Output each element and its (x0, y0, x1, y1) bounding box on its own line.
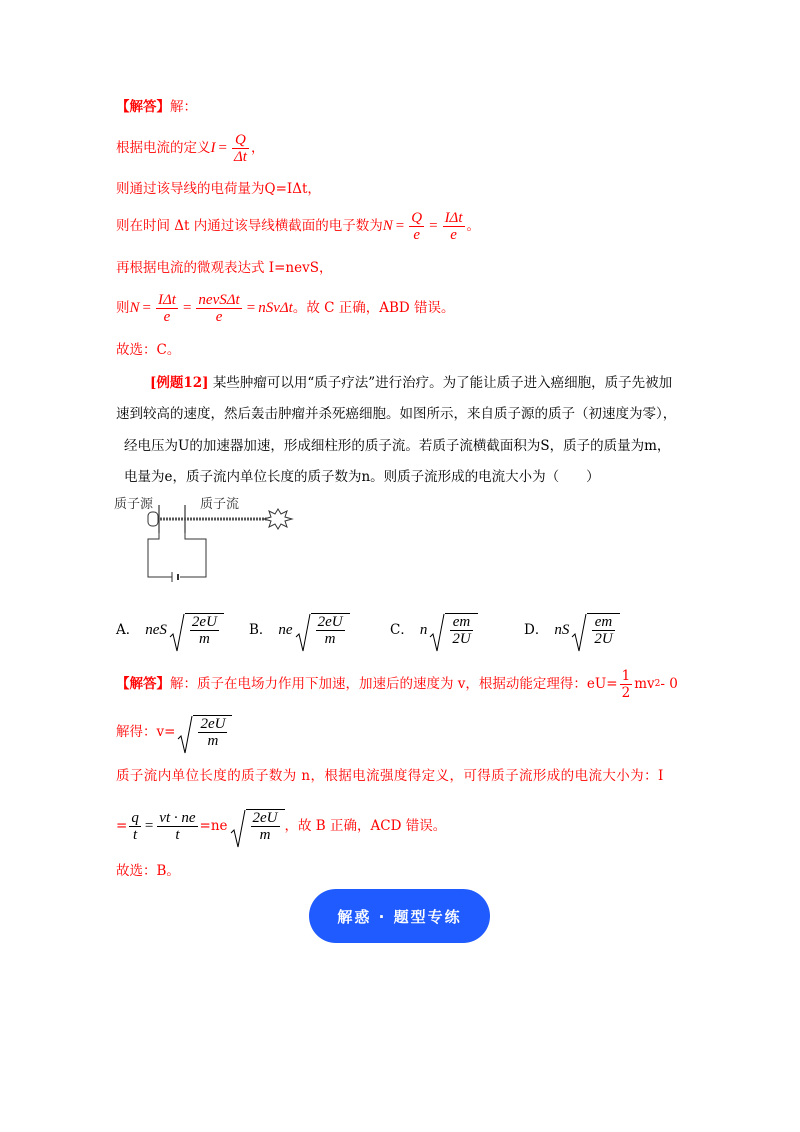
example-line-3: 经电压为U的加速器加速，形成细柱形的质子流。若质子流横截面积为S，质子的质量为m， (124, 438, 671, 454)
fraction (157, 810, 197, 843)
answer-text: 根据电流的定义 (116, 140, 211, 156)
answer-text: - 0 (660, 676, 678, 692)
example-label: [例题12] (150, 375, 209, 391)
sqrt (177, 715, 232, 749)
proton-accelerator-diagram (112, 493, 312, 583)
fraction (156, 292, 178, 325)
eq-N: N (382, 218, 393, 234)
eq-equals: = (144, 818, 154, 834)
radical-sign-icon (295, 613, 311, 653)
fraction-denominator: 2 (621, 684, 631, 701)
answer2-line-3: 质子流内单位长度的质子数为 n，根据电流强度得定义，可得质子流形成的电流大小为：I (116, 768, 664, 784)
fraction-numerator: em (594, 614, 613, 630)
fraction-denominator: t (157, 826, 197, 843)
option-letter: C． (390, 622, 414, 638)
option-expression: ne (278, 622, 293, 638)
fraction-numerator: vt · ne (159, 809, 196, 826)
answer-text: 则在时间 Δt 内通过该导线横截面的电子数为 (116, 218, 383, 234)
option-expression: neS (145, 622, 167, 638)
example-line-2: 速到较高的速度，然后轰击肿瘤并杀死癌细胞。如图所示，来自质子源的质子（初速度为零）， (116, 406, 677, 422)
answer2-line-2 (116, 712, 232, 752)
fraction-denominator: Δt (233, 148, 247, 165)
answer-line-micro: 再根据电流的微观表达式 I=nevS， (116, 260, 333, 276)
answer-line-electron-count (116, 206, 480, 246)
fraction-denominator: t (129, 826, 141, 843)
eq-equals: = (429, 218, 438, 234)
fraction-denominator: 2U (452, 631, 471, 647)
answer-heading-tail: 解： (170, 99, 197, 115)
option-expression: n (419, 622, 428, 638)
answer2-line-1 (116, 664, 678, 704)
fraction (443, 210, 465, 243)
answer-text: 解得：v= (116, 724, 176, 740)
fraction-denominator: 2U (594, 631, 613, 647)
option-expression: nS (554, 622, 570, 638)
answer-heading-bracket: 【解答】 (116, 676, 170, 692)
radical-sign-icon (177, 715, 193, 755)
fraction-denominator: m (251, 826, 280, 843)
fraction-denominator: m (316, 630, 345, 647)
fraction-one-half (620, 668, 633, 701)
eq-N: N (129, 300, 140, 316)
fraction (196, 292, 241, 325)
fraction-q-over-dt (232, 132, 249, 165)
practice-section-button[interactable]: 解惑 · 题型专练 (309, 889, 490, 943)
radical-sign-icon (571, 613, 587, 653)
answer2-choice: 故选：B。 (116, 863, 180, 879)
fraction-denominator: e (443, 226, 465, 243)
sqrt (429, 613, 477, 647)
option-c[interactable] (390, 610, 478, 650)
eq-I: I (210, 140, 216, 156)
sqrt (230, 809, 285, 843)
eq-equals: = (142, 300, 151, 316)
radical-sign-icon (169, 613, 185, 653)
label-proton-stream: 质子流 (200, 497, 240, 512)
fraction-denominator: e (409, 226, 424, 243)
answer-text: =ne (199, 818, 228, 834)
fraction (409, 210, 424, 243)
fraction-numerator: IΔt (444, 209, 463, 226)
eq-equals: = (246, 300, 256, 316)
fraction-numerator: 2eU (200, 716, 226, 732)
fraction-denominator: e (196, 308, 241, 325)
eq-equals: = (218, 140, 227, 156)
answer-heading (116, 98, 197, 116)
fraction-numerator: q (131, 809, 139, 826)
answer-text: mv (634, 676, 655, 692)
sqrt (571, 613, 619, 647)
radical-sign-icon (429, 613, 445, 653)
fraction (129, 810, 141, 843)
answer-text: ，故 B 正确，ACD 错误。 (284, 818, 447, 834)
option-letter: D． (524, 622, 549, 638)
fraction-numerator: IΔt (157, 291, 176, 308)
fraction-numerator: 2eU (317, 614, 343, 630)
example-line-4: 电量为e，质子流内单位长度的质子数为n。则质子流形成的电流大小为（ ） (124, 469, 600, 485)
fraction-numerator: 1 (621, 667, 631, 684)
option-letter: A． (116, 622, 140, 638)
option-letter: B． (249, 622, 273, 638)
fraction-numerator: Q (235, 131, 246, 148)
fraction-denominator: e (156, 308, 178, 325)
eq-equals: = (182, 300, 192, 316)
answer-text: ， (250, 140, 265, 156)
option-d[interactable] (524, 610, 620, 650)
superscript: 2 (654, 679, 661, 689)
example-line-1 (150, 374, 672, 392)
label-proton-source: 质子源 (114, 497, 154, 512)
answer-line-charge: 则通过该导线的电荷量为Q=IΔt， (116, 181, 321, 197)
fraction-numerator: Q (411, 209, 423, 226)
answer-text: 。 (466, 218, 481, 234)
fraction-numerator: nevSΔt (198, 291, 240, 308)
fraction-numerator: 2eU (252, 810, 278, 826)
answer-text: 解：质子在电场力作用下加速，加速后的速度为 v，根据动能定理得：eU= (170, 676, 618, 692)
answer-text: = (116, 818, 128, 834)
answer-line-definition (116, 128, 264, 168)
sqrt (295, 613, 350, 647)
answer-text: 。故 C 正确，ABD 错误。 (292, 300, 455, 316)
fraction-numerator: em (452, 614, 471, 630)
sqrt (169, 613, 224, 647)
answer-choice: 故选：C。 (116, 342, 181, 358)
fraction-denominator: m (198, 732, 227, 749)
fraction-denominator: m (190, 630, 219, 647)
circuit-drawing (112, 493, 312, 583)
option-a[interactable] (116, 610, 224, 650)
answer-line-result (116, 288, 455, 328)
fraction-numerator: 2eU (191, 614, 217, 630)
answer2-line-4 (116, 806, 446, 846)
answer-text: 则 (116, 300, 130, 316)
answer-heading-bracket: 【解答】 (116, 99, 170, 115)
example-text: 某些肿瘤可以用“质子疗法”进行治疗。为了能让质子进入癌细胞，质子先被加 (212, 375, 673, 391)
radical-sign-icon (230, 809, 246, 849)
option-b[interactable] (249, 610, 350, 650)
eq-result: nSvΔt (258, 300, 293, 316)
eq-equals: = (395, 218, 405, 234)
